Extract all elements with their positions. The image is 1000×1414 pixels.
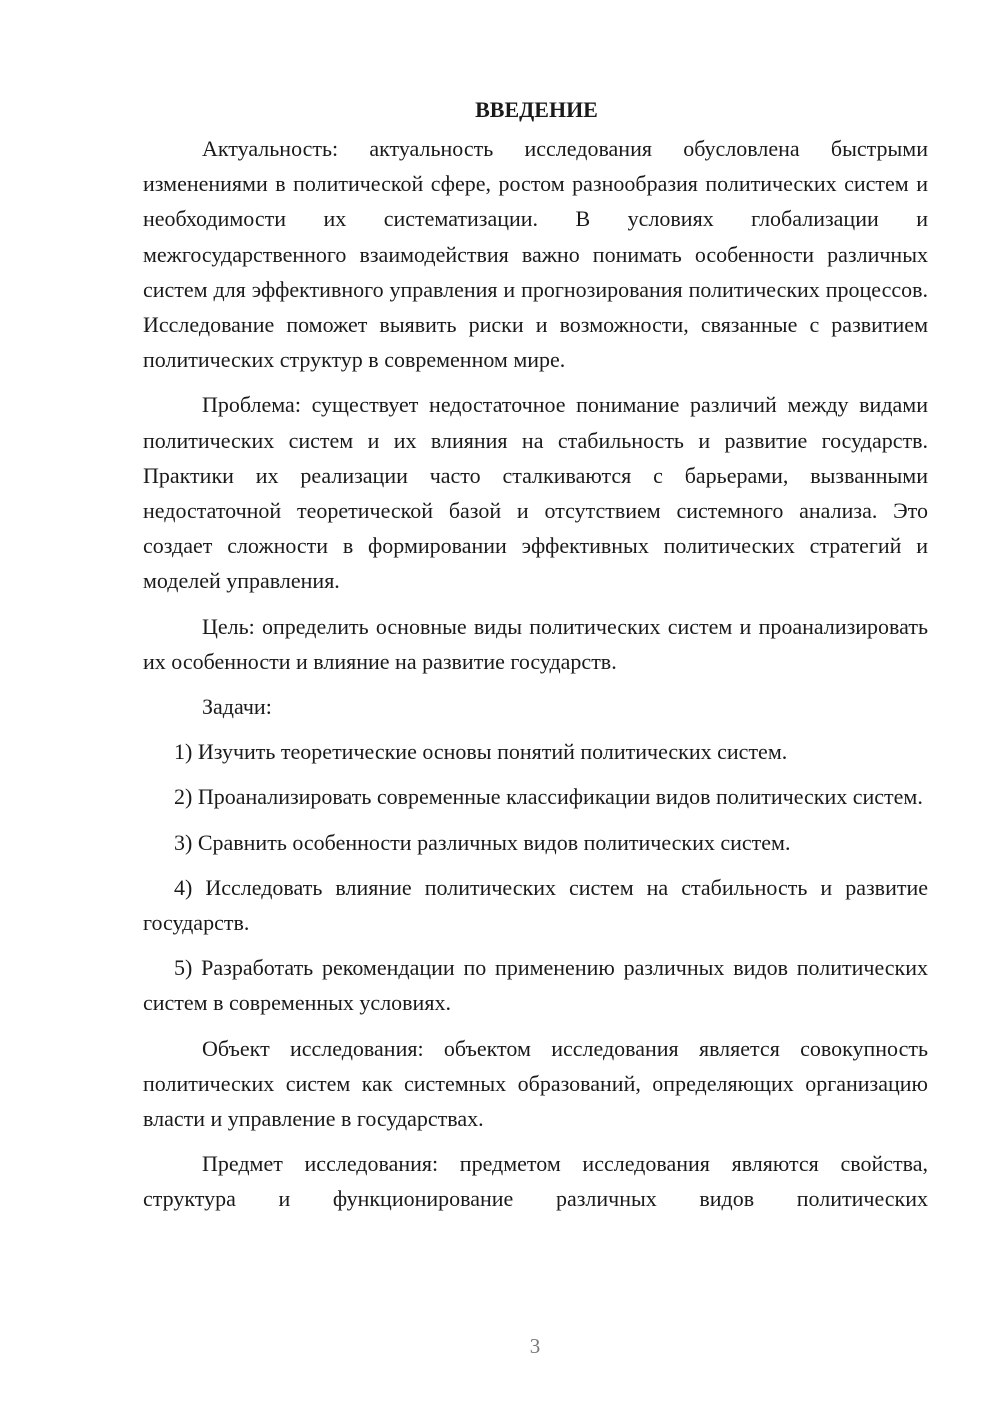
task-item-3: 3) Сравнить особенности различных видов политических систем. [174,829,791,855]
task-item-1: 1) Изучить теоретические основы понятий политических систем. [174,739,788,765]
problem-paragraph: Проблема: существует недостаточное понимание различий между видами политических систем и их влияния на стабильность и развитие государств. Практики их реализации часто сталкиваются с барьерами, вызванными недостаточной теоретической базой и отсутствием системного анализа. Это создает сложности в формировании эффективных политических стратегий и моделей управления. [143,392,928,594]
relevance-paragraph: Актуальность: актуальность исследования обусловлена быстрыми изменениями в политической сфере, ростом разнообразия политических систем и необходимости их систематизации. В условиях глобализации и межгосударственного взаимодействия важно понимать особенности различных систем для эффективного управления и прогнозирования политических процессов. Исследование поможет выявить риски и возможности, связанные с развитием политических структур в современном мире. [143,136,928,373]
page-number: 3 [529,1334,541,1358]
tasks-heading: Задачи: [202,694,272,720]
task-item-4: 4) Исследовать влияние политических систем на стабильность и развитие государств. [143,874,928,936]
subject-paragraph: Предмет исследования: предметом исследования являются свойства, структура и функционирование различных видов политических [143,1151,928,1212]
document-page [143,92,928,1217]
goal-paragraph: Цель: определить основные виды политических систем и проанализировать их особенности и влияние на развитие государств. [143,613,928,674]
section-title: ВВЕДЕНИЕ [475,97,598,122]
task-item-2: 2) Проанализировать современные классификации видов политических систем. [174,784,923,810]
task-item-5: 5) Разработать рекомендации по применению различных видов политических систем в современных условиях. [143,955,928,1016]
object-paragraph: Объект исследования: объектом исследования является совокупность политических систем как системных образований, определяющих организацию власти и управление в государствах. [143,1035,928,1132]
